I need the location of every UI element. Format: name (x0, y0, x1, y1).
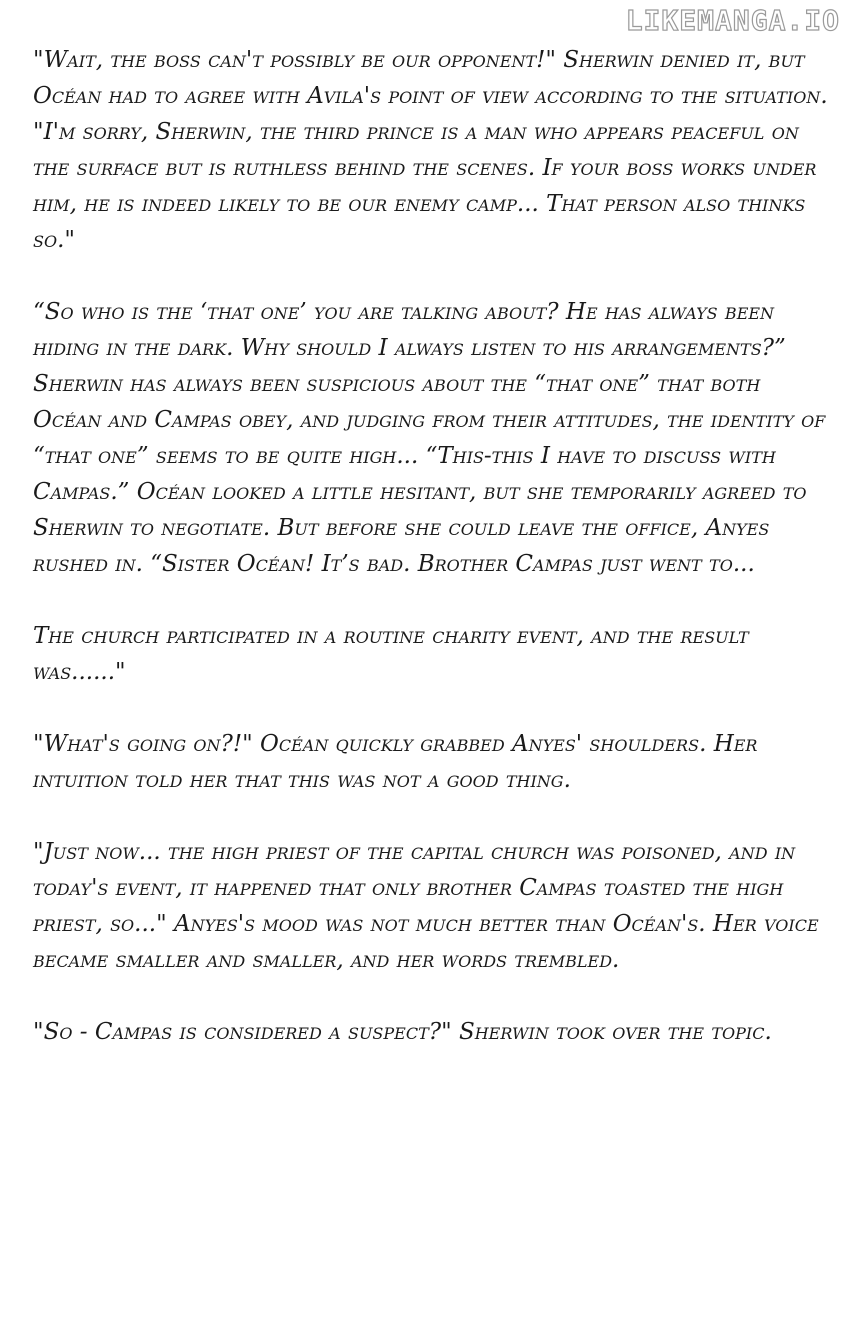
paragraph-4: "What's going on?!" Océan quickly grabbed Anyes' shoulders. Her intuition told her that this was not a good thing. (33, 731, 758, 793)
paragraph-1: "Wait, the boss can't possibly be our opponent!" Sherwin denied it, but Océan had to agree with Avila's point of view according to the situation. "I'm sorry, Sherwin, the third prince is a man who appears peaceful on the surface but is ruthless behind the scenes. If your boss works under him, he is indeed likely to be our enemy camp... That person also thinks so." (33, 47, 828, 253)
paragraph-3: The church participated in a routine charity event, and the result was......" (33, 623, 749, 685)
site-watermark: LIKEMANGA.IO (625, 4, 840, 37)
paragraph-6: "So - Campas is considered a suspect?" Sherwin took over the topic. (33, 1019, 772, 1045)
paragraph-2: “So who is the ‘that one’ you are talking about? He has always been hiding in the dark. Why should I always listen to his arrangements?” Sherwin has always been suspicious about the “that one” that both Océan and Campas obey, and judging from their attitudes, the identity of “that one” seems to be quite high... “This-this I have to discuss with Campas.” Océan looked a little hesitant, but she temporarily agreed to Sherwin to negotiate. But before she could leave the office, Anyes rushed in. “Sister Océan! It’s bad. Brother Campas just went to... (33, 299, 826, 577)
novel-text-page (33, 42, 833, 1086)
paragraph-5: "Just now... the high priest of the capital church was poisoned, and in today's event, it happened that only brother Campas toasted the high priest, so..." Anyes's mood was not much better than Océan's. Her voice became smaller and smaller, and her words trembled. (33, 839, 819, 973)
